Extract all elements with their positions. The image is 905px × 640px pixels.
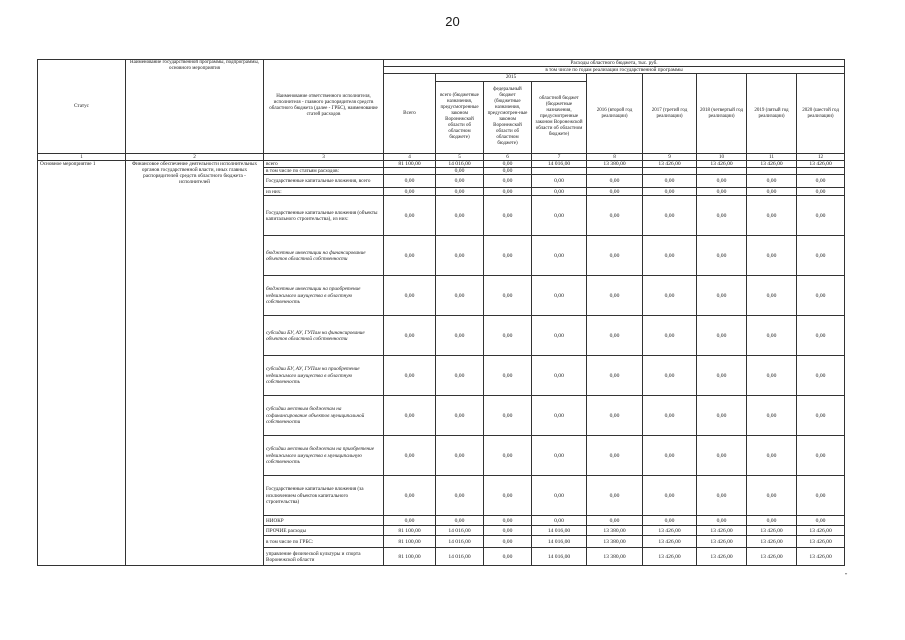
value-cell — [532, 168, 587, 175]
row-label: управление физической культуры и спорта Воронежской области — [264, 548, 384, 566]
value-cell: 0,00 — [384, 188, 436, 196]
value-cell: 13 426,00 — [643, 526, 697, 536]
value-cell: 0,00 — [532, 196, 587, 236]
header-2017: 2017 (третий год реализации) — [643, 74, 697, 153]
value-cell: 0,00 — [587, 188, 643, 196]
value-cell: 0,00 — [587, 396, 643, 436]
row-label: субсидии местным бюджетам на софинансирование объектов муниципальной собственности — [264, 396, 384, 436]
value-cell: 13 380,00 — [587, 160, 643, 167]
value-cell: 0,00 — [587, 276, 643, 316]
value-cell: 0,00 — [747, 476, 797, 516]
row-label: НИОКР — [264, 516, 384, 526]
value-cell: 0,00 — [436, 168, 484, 175]
row-label: Государственные капитальные вложения (за исключением объектов капитального строительства) — [264, 476, 384, 516]
value-cell: 0,00 — [484, 476, 532, 516]
value-cell: 14 016,00 — [532, 160, 587, 167]
value-cell: 0,00 — [436, 175, 484, 188]
value-cell: 0,00 — [436, 516, 484, 526]
header-expenses-title: Расходы областного бюджета, тыс. руб. — [384, 60, 845, 67]
value-cell: 0,00 — [484, 276, 532, 316]
value-cell — [797, 168, 845, 175]
column-number: 2 — [126, 153, 264, 160]
row-label: бюджетные инвестиции на финансирование объектов областной собственности — [264, 236, 384, 276]
value-cell: 0,00 — [643, 236, 697, 276]
value-cell: 0,00 — [587, 516, 643, 526]
value-cell: 14 016,00 — [532, 548, 587, 566]
value-cell: 0,00 — [643, 516, 697, 526]
row-label: в том числе по статьям расходов: — [264, 168, 384, 175]
value-cell: 0,00 — [436, 476, 484, 516]
value-cell: 0,00 — [797, 175, 845, 188]
value-cell: 0,00 — [587, 476, 643, 516]
footnote-mark: " — [845, 573, 848, 579]
column-number: 9 — [643, 153, 697, 160]
value-cell: 0,00 — [797, 516, 845, 526]
value-cell: 0,00 — [747, 175, 797, 188]
row-label: Государственные капитальные вложения (объекты капитального строительства), из них: — [264, 196, 384, 236]
value-cell: 13 426,00 — [697, 526, 747, 536]
value-cell: 0,00 — [436, 356, 484, 396]
value-cell — [643, 168, 697, 175]
column-number: 6 — [484, 153, 532, 160]
value-cell: 0,00 — [484, 196, 532, 236]
value-cell: 0,00 — [747, 396, 797, 436]
header-2016: 2016 (второй год реализации) — [587, 74, 643, 153]
value-cell: 0,00 — [484, 536, 532, 548]
value-cell: 13 426,00 — [643, 536, 697, 548]
value-cell: 0,00 — [384, 436, 436, 476]
value-cell: 0,00 — [384, 175, 436, 188]
value-cell: 13 426,00 — [697, 536, 747, 548]
value-cell: 0,00 — [797, 236, 845, 276]
value-cell — [384, 168, 436, 175]
header-total: Всего — [384, 74, 436, 153]
value-cell — [697, 168, 747, 175]
value-cell: 0,00 — [697, 236, 747, 276]
value-cell: 81 100,00 — [384, 536, 436, 548]
value-cell: 13 426,00 — [797, 526, 845, 536]
value-cell: 0,00 — [384, 356, 436, 396]
column-number: 12 — [797, 153, 845, 160]
row-label: субсидии БУ, АУ, ГУПам на финансирование объектов областной собственности — [264, 316, 384, 356]
header-executor: Наименование ответственного исполнителя, исполнителя - главного распорядителя средств областного бюджета (далее - ГРБС), наименование статей расходов — [264, 60, 384, 154]
value-cell: 0,00 — [643, 175, 697, 188]
column-number: 3 — [264, 153, 384, 160]
value-cell: 0,00 — [384, 316, 436, 356]
header-2019: 2019 (пятый год реализации) — [747, 74, 797, 153]
value-cell: 81 100,00 — [384, 160, 436, 167]
value-cell: 13 380,00 — [587, 536, 643, 548]
value-cell: 0,00 — [384, 396, 436, 436]
value-cell: 0,00 — [587, 316, 643, 356]
value-cell: 0,00 — [797, 396, 845, 436]
column-number: 5 — [436, 153, 484, 160]
status-cell: Основное мероприятие 1 — [38, 160, 126, 565]
value-cell: 0,00 — [532, 396, 587, 436]
header-year-2015: 2015 — [436, 74, 587, 81]
value-cell: 14 016,00 — [436, 160, 484, 167]
value-cell: 0,00 — [587, 436, 643, 476]
header-status: Статус — [38, 60, 126, 154]
value-cell: 14 016,00 — [436, 526, 484, 536]
value-cell: 0,00 — [484, 356, 532, 396]
value-cell: 0,00 — [587, 175, 643, 188]
value-cell: 0,00 — [384, 196, 436, 236]
row-label: из них: — [264, 188, 384, 196]
value-cell: 0,00 — [532, 356, 587, 396]
value-cell: 14 016,00 — [532, 536, 587, 548]
value-cell: 0,00 — [797, 276, 845, 316]
value-cell: 14 016,00 — [436, 536, 484, 548]
value-cell: 0,00 — [587, 236, 643, 276]
value-cell: 0,00 — [484, 436, 532, 476]
value-cell: 0,00 — [747, 236, 797, 276]
value-cell: 0,00 — [797, 196, 845, 236]
value-cell: 0,00 — [697, 476, 747, 516]
value-cell: 0,00 — [532, 436, 587, 476]
value-cell: 0,00 — [484, 236, 532, 276]
header-2020: 2020 (шестой год реализации) — [797, 74, 845, 153]
value-cell: 81 100,00 — [384, 526, 436, 536]
value-cell: 81 100,00 — [384, 548, 436, 566]
value-cell: 0,00 — [797, 356, 845, 396]
value-cell: 0,00 — [484, 316, 532, 356]
value-cell: 0,00 — [697, 316, 747, 356]
value-cell: 13 426,00 — [747, 526, 797, 536]
value-cell: 0,00 — [436, 276, 484, 316]
value-cell: 0,00 — [797, 316, 845, 356]
header-2018: 2018 (четвертый год реализации) — [697, 74, 747, 153]
value-cell: 0,00 — [587, 196, 643, 236]
value-cell: 0,00 — [697, 196, 747, 236]
value-cell: 0,00 — [484, 548, 532, 566]
value-cell: 0,00 — [384, 236, 436, 276]
value-cell: 0,00 — [697, 188, 747, 196]
value-cell: 13 426,00 — [643, 160, 697, 167]
value-cell: 0,00 — [747, 276, 797, 316]
program-cell: Финансовое обеспечение деятельности исполнительных органов государственной власти, иных главных распорядителей средств областного бюджета - исполнителей — [126, 160, 264, 565]
value-cell: 0,00 — [797, 188, 845, 196]
value-cell: 0,00 — [643, 276, 697, 316]
value-cell: 0,00 — [484, 175, 532, 188]
value-cell: 0,00 — [436, 196, 484, 236]
value-cell: 0,00 — [747, 516, 797, 526]
row-label: субсидии БУ, АУ, ГУПам на приобретение недвижимого имущества в областную собственность — [264, 356, 384, 396]
value-cell: 0,00 — [532, 316, 587, 356]
value-cell: 0,00 — [532, 188, 587, 196]
header-years-subtitle: в том числе по годам реализации государственной программы — [384, 67, 845, 74]
value-cell: 0,00 — [643, 436, 697, 476]
header-program-name: Наименование государственной программы, подпрограммы, основного мероприятия — [126, 60, 264, 154]
value-cell: 0,00 — [697, 356, 747, 396]
column-number: 8 — [587, 153, 643, 160]
value-cell: 0,00 — [384, 476, 436, 516]
column-number: 1 — [38, 153, 126, 160]
value-cell: 13 426,00 — [697, 160, 747, 167]
value-cell: 0,00 — [532, 236, 587, 276]
value-cell: 0,00 — [643, 356, 697, 396]
value-cell: 13 426,00 — [797, 160, 845, 167]
value-cell: 13 380,00 — [587, 526, 643, 536]
value-cell: 0,00 — [384, 276, 436, 316]
value-cell: 0,00 — [643, 476, 697, 516]
value-cell: 0,00 — [484, 168, 532, 175]
value-cell: 0,00 — [436, 436, 484, 476]
table-row — [38, 160, 845, 167]
row-label: субсидии местным бюджетам на приобретение недвижимого имущества в муниципальную собственность — [264, 436, 384, 476]
value-cell: 0,00 — [797, 436, 845, 476]
value-cell: 0,00 — [532, 175, 587, 188]
value-cell — [747, 168, 797, 175]
value-cell: 0,00 — [484, 396, 532, 436]
value-cell: 0,00 — [643, 316, 697, 356]
value-cell — [587, 168, 643, 175]
value-cell: 0,00 — [697, 175, 747, 188]
value-cell: 13 426,00 — [747, 536, 797, 548]
value-cell: 14 016,00 — [436, 548, 484, 566]
value-cell: 0,00 — [697, 396, 747, 436]
value-cell: 14 016,00 — [532, 526, 587, 536]
row-label: ПРОЧИЕ расходы — [264, 526, 384, 536]
value-cell: 0,00 — [643, 396, 697, 436]
value-cell: 0,00 — [747, 196, 797, 236]
value-cell: 0,00 — [436, 236, 484, 276]
header-2015-federal: федеральный бюджет (бюджетные назначения, предусмотрен-ные законом Воронежской области об областном бюджете) — [484, 81, 532, 153]
value-cell: 0,00 — [436, 316, 484, 356]
value-cell: 0,00 — [797, 476, 845, 516]
value-cell: 13 426,00 — [797, 548, 845, 566]
header-2015-regional: областной бюджет (бюджетные назначения, предусмотренные законом Воронежской области об областном бюджете) — [532, 81, 587, 153]
row-label: бюджетные инвестиции на приобретение недвижимого имущества в областную собственность — [264, 276, 384, 316]
value-cell: 0,00 — [697, 276, 747, 316]
column-number: 4 — [384, 153, 436, 160]
value-cell: 0,00 — [747, 436, 797, 476]
value-cell: 0,00 — [697, 516, 747, 526]
value-cell: 13 426,00 — [643, 548, 697, 566]
row-label: Государственные капитальные вложения, всего — [264, 175, 384, 188]
row-label: всего — [264, 160, 384, 167]
column-number: 7 — [532, 153, 587, 160]
budget-table — [37, 59, 845, 566]
value-cell: 0,00 — [484, 160, 532, 167]
header-2015-total: всего (бюджетные назначения, предусмотренные законом Воронежской области об областном бюджете) — [436, 81, 484, 153]
value-cell: 13 426,00 — [747, 548, 797, 566]
value-cell: 13 380,00 — [587, 548, 643, 566]
page-number: 20 — [445, 14, 460, 29]
column-number: 11 — [747, 153, 797, 160]
row-label: в том числе по ГРБС: — [264, 536, 384, 548]
value-cell: 0,00 — [436, 396, 484, 436]
column-numbers-row — [38, 153, 845, 160]
value-cell: 0,00 — [643, 196, 697, 236]
value-cell: 13 426,00 — [797, 536, 845, 548]
column-number: 10 — [697, 153, 747, 160]
value-cell: 0,00 — [697, 436, 747, 476]
value-cell: 0,00 — [484, 526, 532, 536]
value-cell: 0,00 — [747, 356, 797, 396]
value-cell: 0,00 — [747, 316, 797, 356]
value-cell: 0,00 — [532, 476, 587, 516]
value-cell: 0,00 — [436, 188, 484, 196]
value-cell: 13 426,00 — [747, 160, 797, 167]
value-cell: 0,00 — [532, 276, 587, 316]
value-cell: 0,00 — [484, 516, 532, 526]
value-cell: 0,00 — [747, 188, 797, 196]
value-cell: 0,00 — [484, 188, 532, 196]
value-cell: 0,00 — [643, 188, 697, 196]
value-cell: 0,00 — [532, 516, 587, 526]
value-cell: 0,00 — [384, 516, 436, 526]
value-cell: 13 426,00 — [697, 548, 747, 566]
value-cell: 0,00 — [587, 356, 643, 396]
